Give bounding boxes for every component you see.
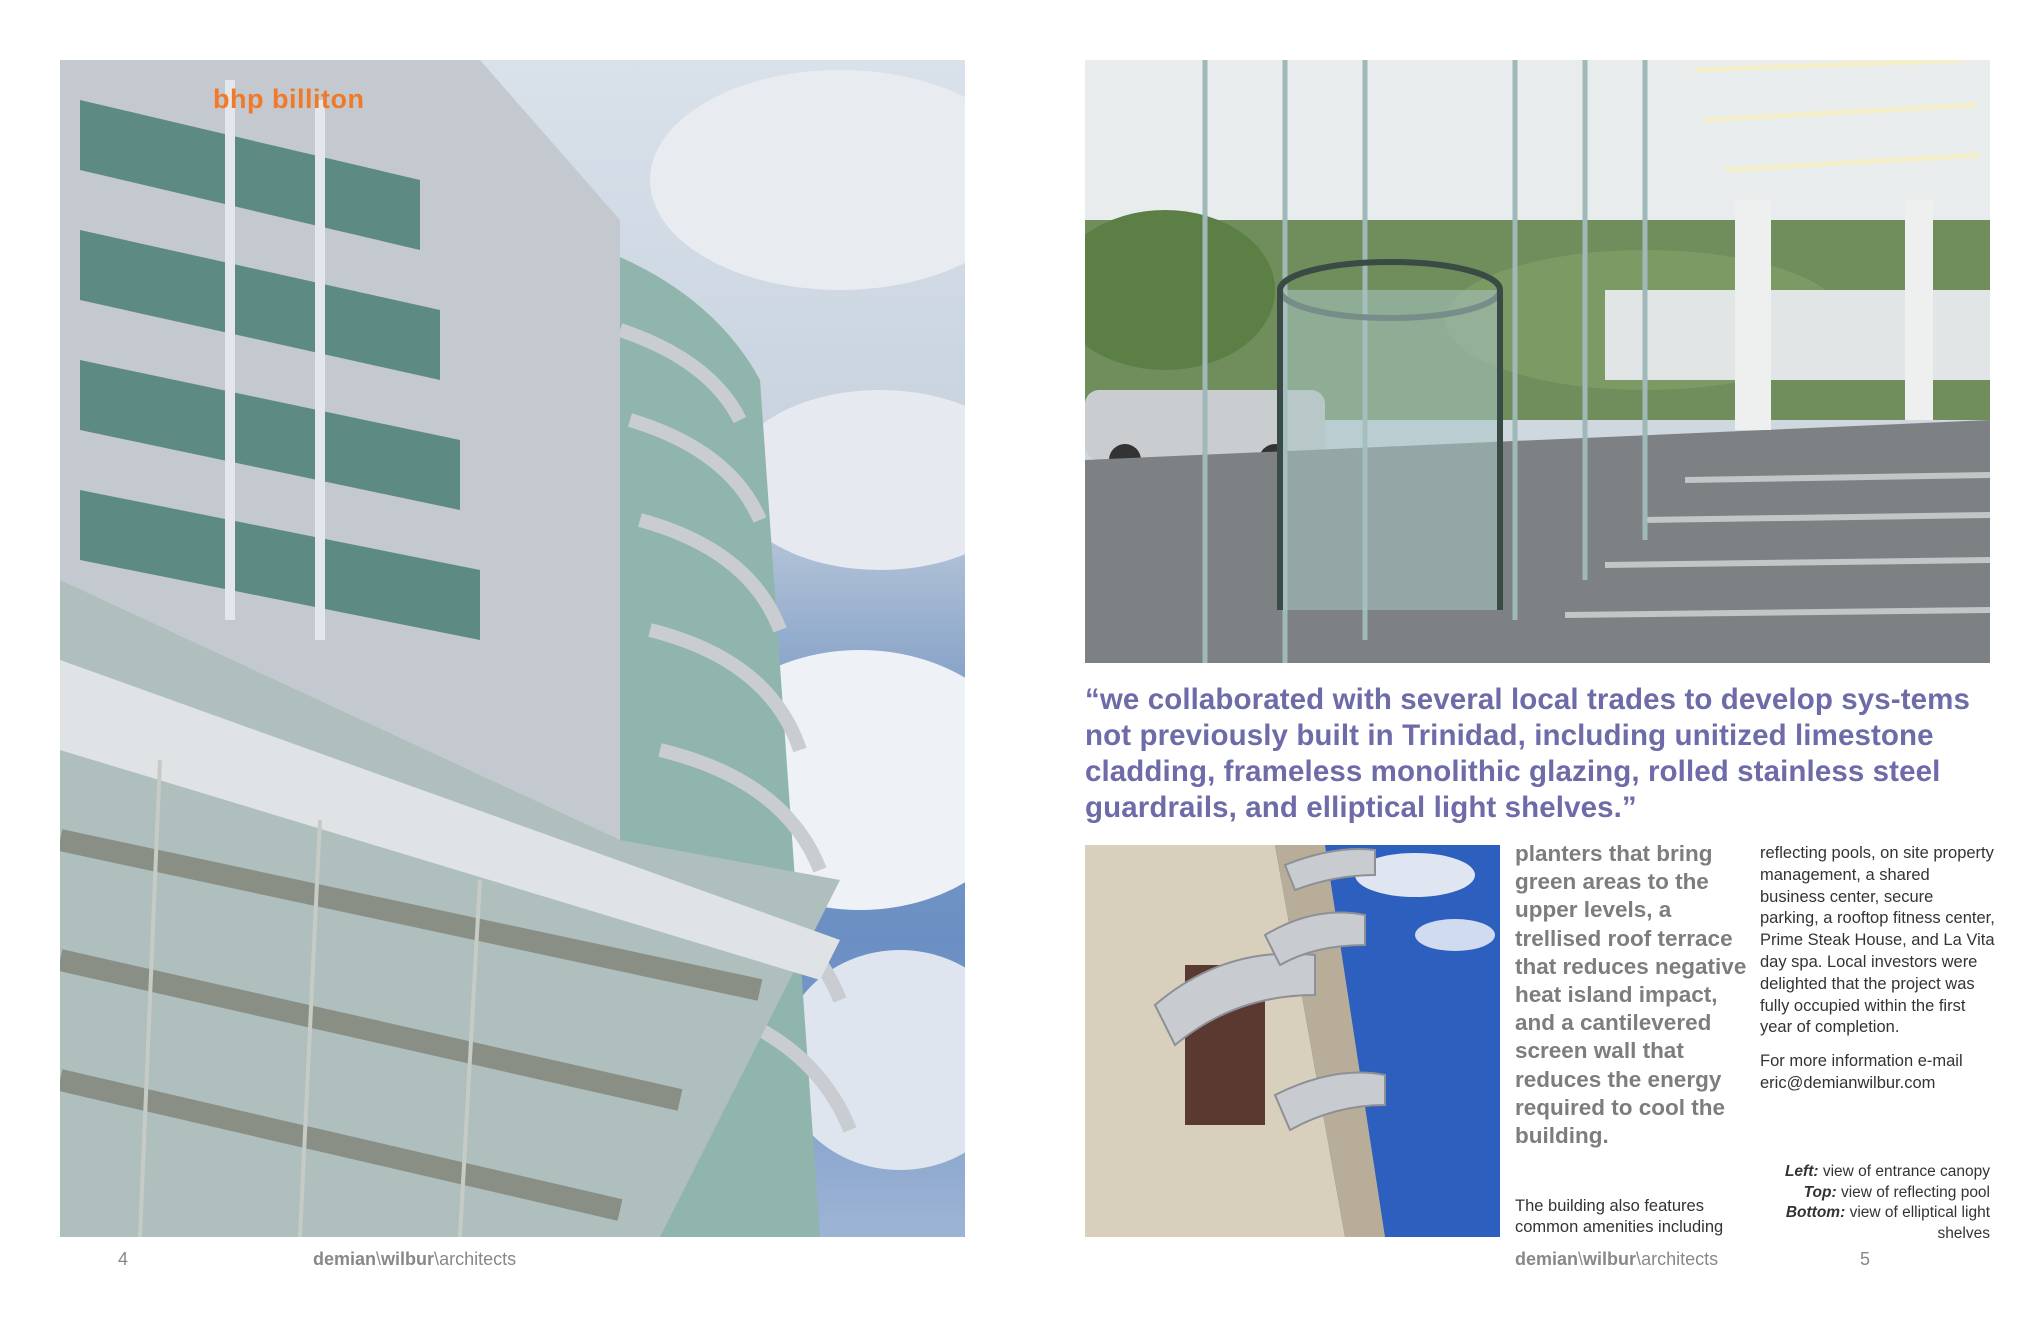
footer-brand-sep: \ [1578,1249,1584,1269]
contact-line: For more information e-mail [1760,1052,1963,1071]
footer-brand-sep: \ [434,1249,440,1269]
body-text-small [1515,1196,1750,1238]
page-number: 4 [118,1249,129,1269]
brand-tag: bhp billiton [213,84,365,114]
caption-bottom [1730,1203,1990,1244]
footer-brand-part: demian [1515,1249,1579,1269]
caption-label: Left: [1784,1163,1819,1180]
body-small-paragraph: The building also features common amenities including [1515,1197,1724,1236]
caption-text: view of elliptical light shelves [1845,1204,1990,1242]
footer-brand-sep: \ [1636,1249,1642,1269]
photo-captions [1730,1162,1990,1244]
footer-brand-part: architects [1641,1249,1719,1269]
footer-brand-part: architects [439,1249,517,1269]
elliptical-light-shelves-photo [1085,845,1500,1237]
entrance-canopy-photo [1085,60,1990,663]
pull-quote: “we collaborated with several local trades to develop sys-tems not previously built in Trinidad, including unitized limestone cladding, frameless monolithic glazing, rolled stainless steel guardrails, and elliptical light shelves.” [1085,683,1970,824]
body-text-right-column [1760,843,1995,1095]
footer-brand [1515,1249,1718,1270]
caption-text: view of entrance canopy [1818,1163,1990,1180]
caption-label: Bottom: [1785,1204,1846,1221]
body-bold-paragraph: planters that bring green areas to the upper levels, a trellised roof terrace that reduces negative heat island impact, and a cantilevered screen wall that reduces the energy required to cool the building. [1515,841,1747,1149]
footer-brand [313,1249,516,1270]
caption-top [1730,1183,1990,1204]
page-number: 5 [1860,1249,1871,1269]
building-facade-photo [60,60,965,1237]
footer-brand-part: wilbur [1583,1249,1637,1269]
footer-brand-sep: \ [376,1249,382,1269]
body-right-paragraph: reflecting pools, on site property management, a shared business center, secure parking, a rooftop fitness center, Prime Steak House, and La Vita day spa. Local investors were delighted that the project was fully occupied within the first year of completion. [1760,844,1995,1037]
caption-label: Top: [1803,1183,1837,1201]
contact-email-link[interactable]: eric@demianwilbur.com [1760,1073,1936,1092]
caption-left [1730,1162,1990,1183]
footer-brand-part: wilbur [381,1249,435,1269]
body-text-bold [1515,840,1750,1150]
footer-brand-part: demian [313,1249,377,1269]
caption-text: view of reflecting pool [1836,1183,1990,1201]
